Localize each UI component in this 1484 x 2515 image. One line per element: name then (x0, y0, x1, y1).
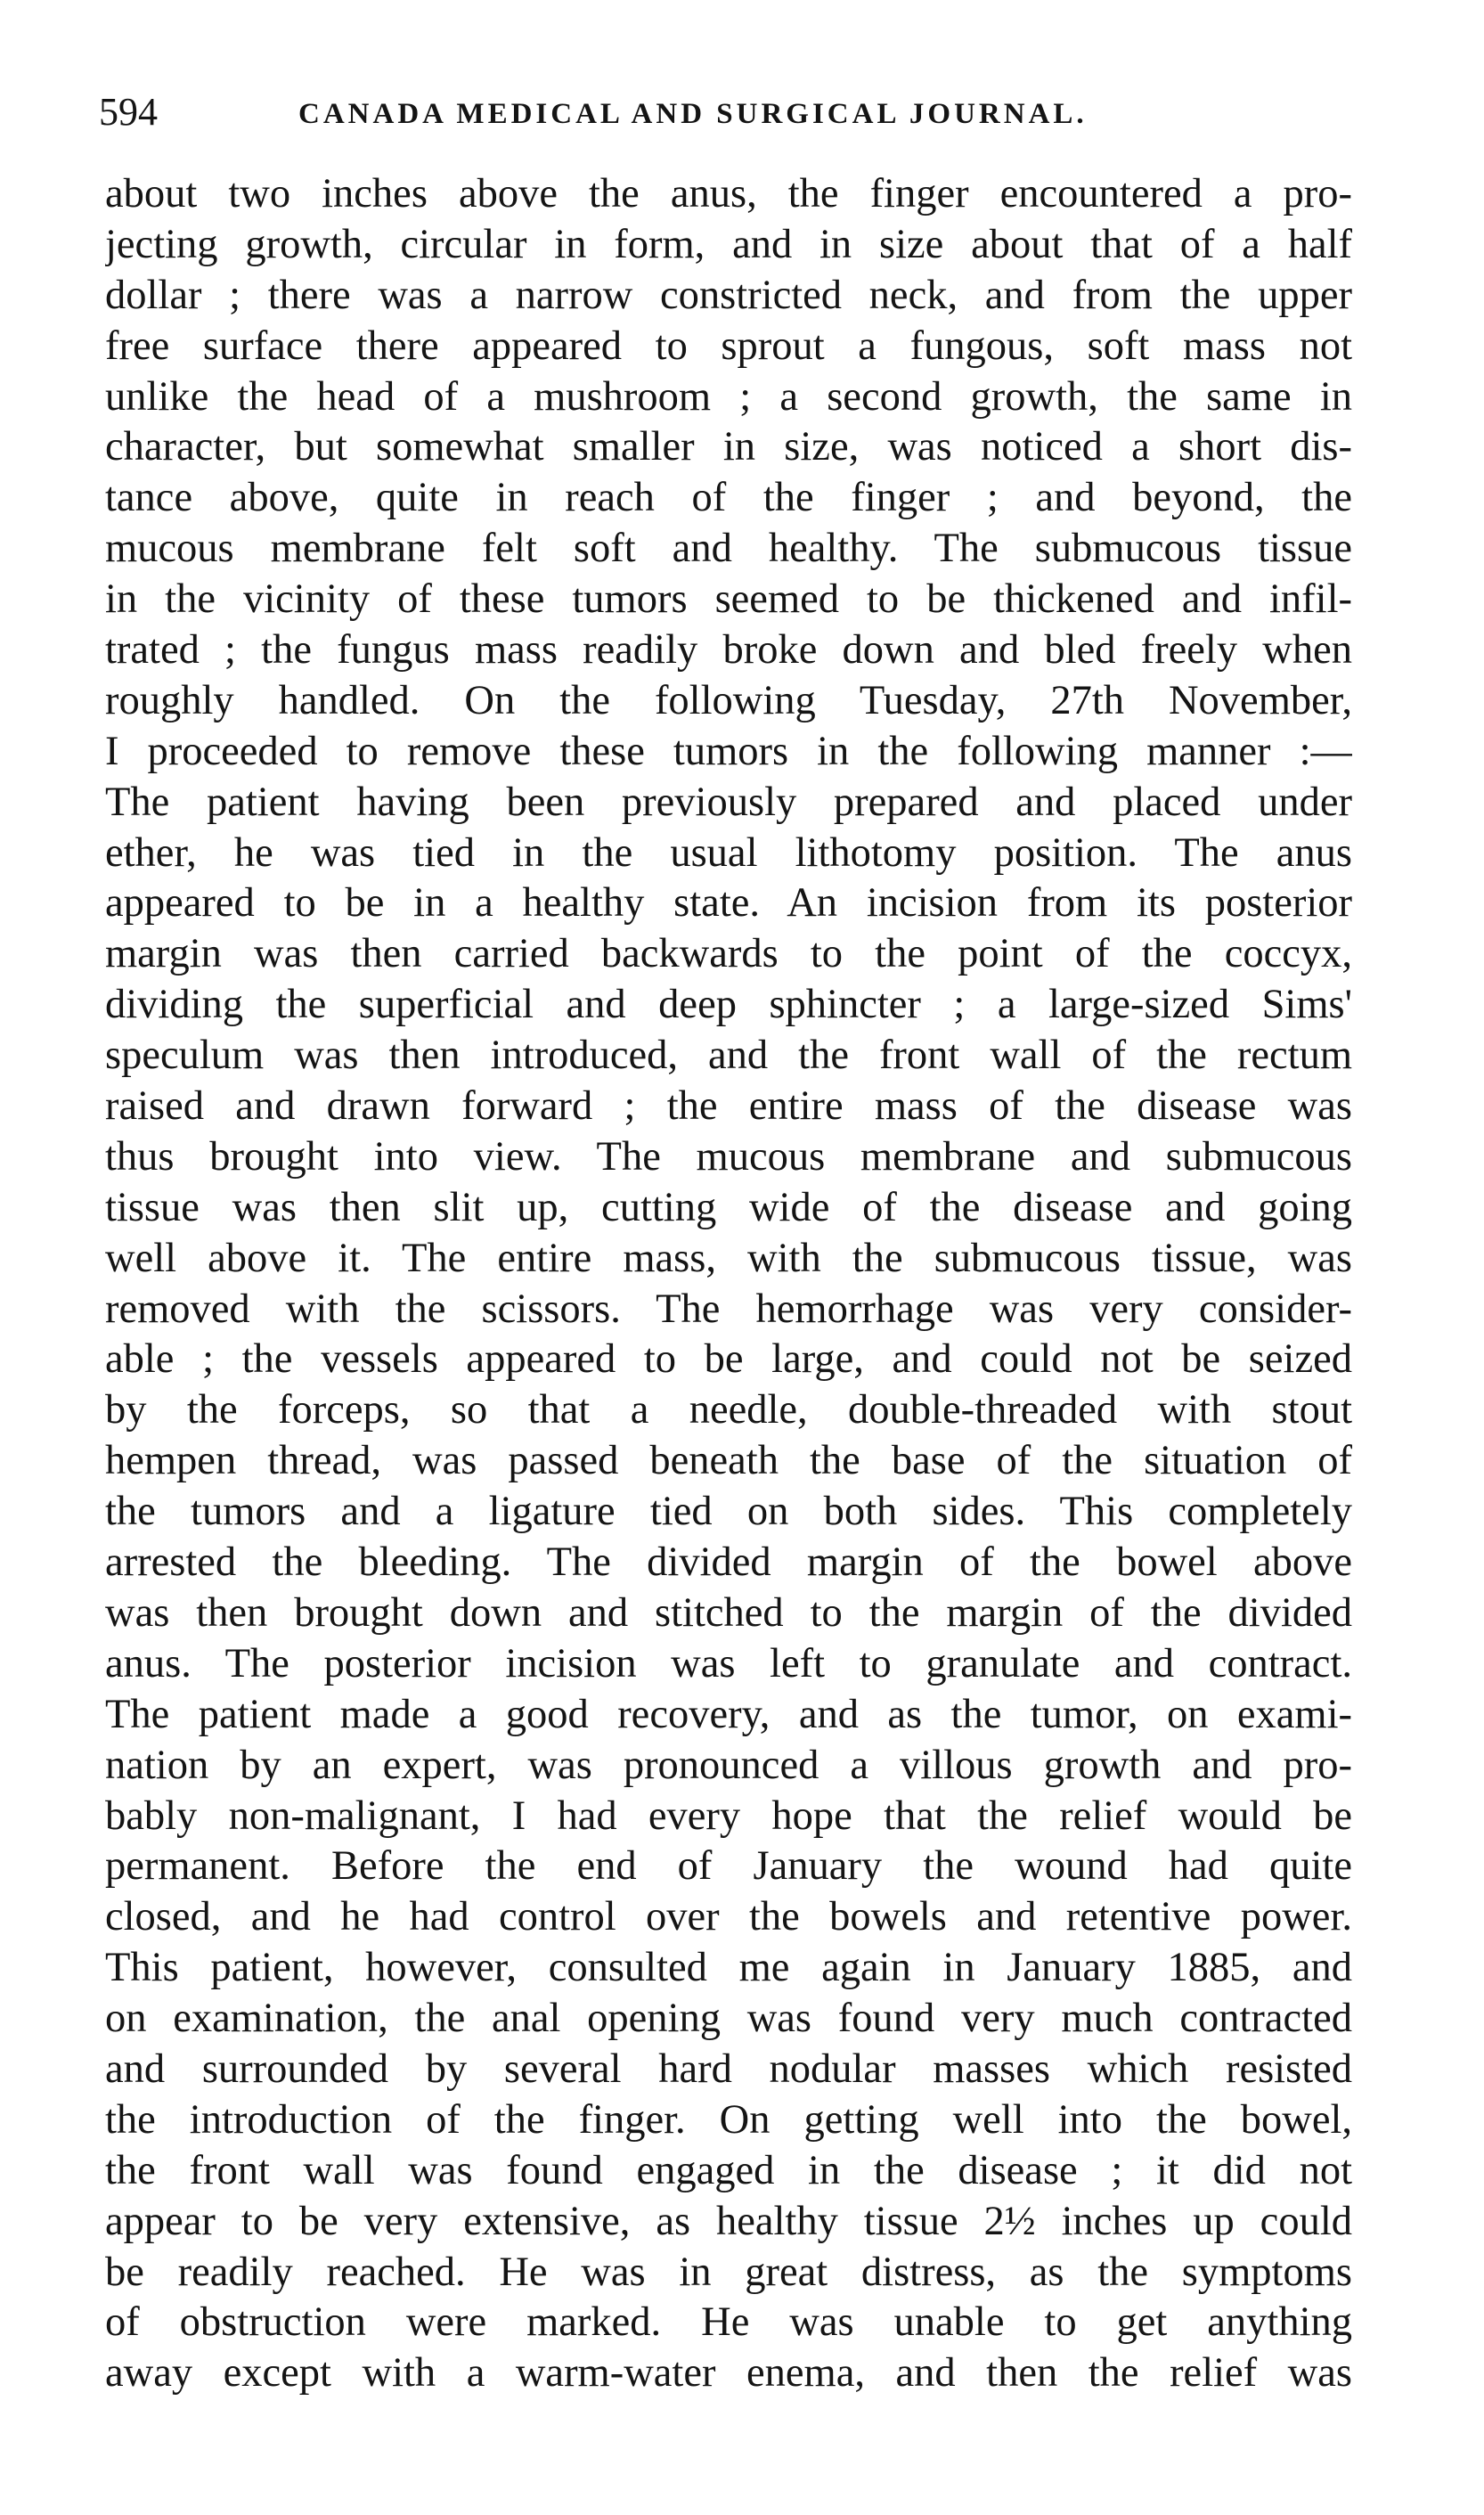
text-line: This patient, however, consulted me again in January 1885, and (105, 1945, 1352, 1991)
text-line: away except with a warm-water enema, and then the relief was (105, 2350, 1352, 2397)
text-line: well above it. The entire mass, with the submucous tissue, was (105, 1235, 1352, 1281)
text-line: margin was then carried backwards to the point of the coccyx, (105, 931, 1352, 977)
text-line: speculum was then introduced, and the front wall of the rectum (105, 1033, 1352, 1079)
text-line: nation by an expert, was pronounced a villous growth and pro- (105, 1742, 1352, 1788)
text-line: bably non-malignant, I had every hope that the relief would be (105, 1792, 1352, 1839)
text-line: tissue was then slit up, cutting wide of the disease and going (105, 1184, 1352, 1230)
text-line: raised and drawn forward ; the entire mass of the disease was (105, 1083, 1352, 1130)
page-number: 594 (99, 90, 158, 134)
text-line: dividing the superficial and deep sphincter ; a large-sized Sims' (105, 982, 1352, 1028)
text-line: character, but somewhat smaller in size, was noticed a short dis- (105, 424, 1352, 470)
running-head (99, 86, 1364, 139)
text-line: the introduction of the finger. On getting well into the bowel, (105, 2096, 1352, 2143)
text-line: I proceeded to remove these tumors in the following manner :— (105, 728, 1352, 774)
text-line: about two inches above the anus, the finger encountered a pro- (105, 171, 1352, 216)
text-line: by the forceps, so that a needle, double-threaded with stout (105, 1387, 1352, 1433)
text-line: jecting growth, circular in form, and in size about that of a half (105, 221, 1352, 267)
text-line: the front wall was found engaged in the disease ; it did not (105, 2147, 1352, 2193)
text-line: mucous membrane felt soft and healthy. The submucous tissue (105, 526, 1352, 572)
text-line: ether, he was tied in the usual lithotomy position. The anus (105, 829, 1352, 876)
text-line: of obstruction were marked. He was unable to get anything (105, 2299, 1352, 2346)
text-line: appeared to be in a healthy state. An incision from its posterior (105, 880, 1352, 927)
text-line: anus. The posterior incision was left to granulate and contract. (105, 1640, 1352, 1686)
text-line: The patient made a good recovery, and as the tumor, on exami- (105, 1691, 1352, 1737)
text-line: arrested the bleeding. The divided margin of the bowel above (105, 1539, 1352, 1586)
text-line: closed, and he had control over the bowels and retentive power. (105, 1894, 1352, 1940)
text-line: appear to be very extensive, as healthy tissue 2½ inches up could (105, 2198, 1352, 2244)
text-line: free surface there appeared to sprout a fungous, soft mass not (105, 323, 1352, 369)
text-line: unlike the head of a mushroom ; a second growth, the same in (105, 373, 1352, 420)
text-line: be readily reached. He was in great distress, as the symptoms (105, 2249, 1352, 2295)
text-line: tance above, quite in reach of the finger ; and beyond, the (105, 475, 1352, 521)
text-line: roughly handled. On the following Tuesday, 27th November, (105, 677, 1352, 723)
text-line: the tumors and a ligature tied on both sides. This completely (105, 1489, 1352, 1535)
text-line: permanent. Before the end of January the wound had quite (105, 1843, 1352, 1890)
journal-title: CANADA MEDICAL AND SURGICAL JOURNAL. (298, 98, 1088, 130)
text-line: on examination, the anal opening was found very much contracted (105, 1996, 1352, 2042)
text-line: was then brought down and stitched to the margin of the divided (105, 1589, 1352, 1636)
text-line: and surrounded by several hard nodular masses which resisted (105, 2045, 1352, 2092)
text-line: in the vicinity of these tumors seemed to be thickened and infil- (105, 576, 1352, 623)
text-line: trated ; the fungus mass readily broke down and bled freely when (105, 627, 1352, 674)
text-line: able ; the vessels appeared to be large, and could not be seized (105, 1336, 1352, 1383)
body-text (105, 169, 1352, 2399)
text-line: thus brought into view. The mucous membrane and submucous (105, 1133, 1352, 1180)
text-line: hempen thread, was passed beneath the base of the situation of (105, 1438, 1352, 1484)
text-line: dollar ; there was a narrow constricted neck, and from the upper (105, 272, 1352, 318)
text-line: removed with the scissors. The hemorrhage was very consider- (105, 1286, 1352, 1332)
text-line: The patient having been previously prepared and placed under (105, 779, 1352, 825)
